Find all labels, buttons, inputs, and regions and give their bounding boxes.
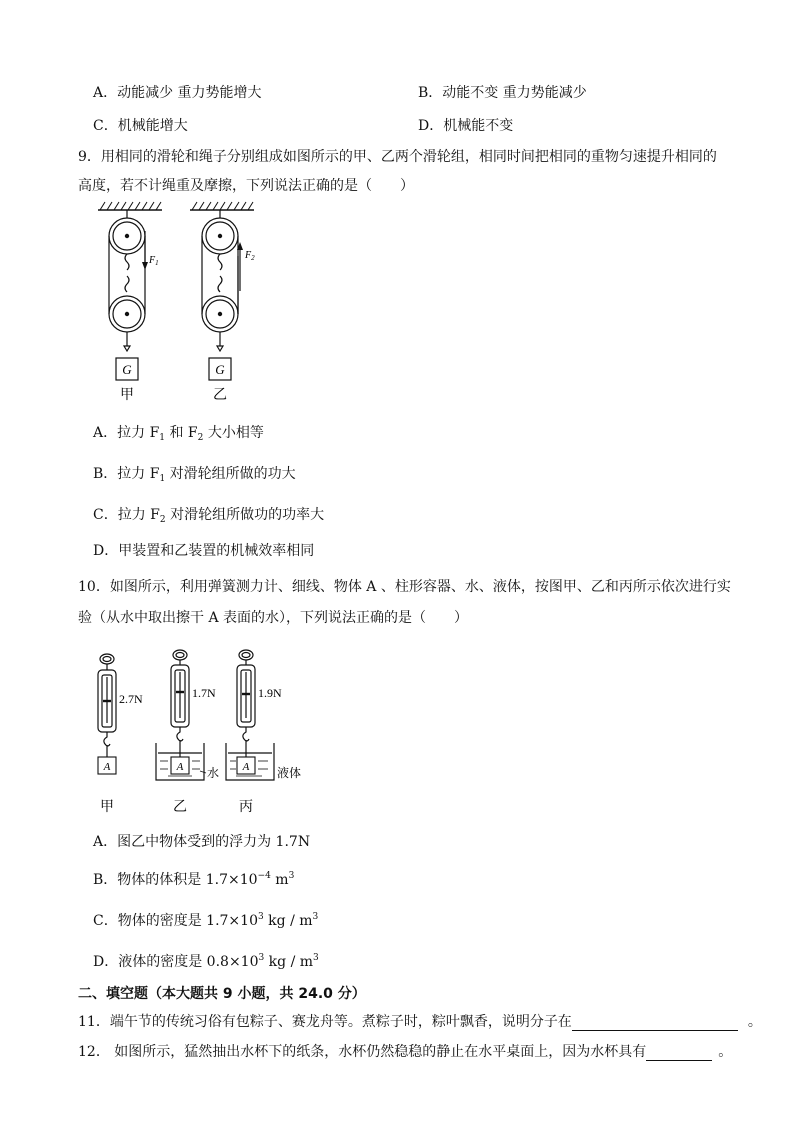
force2-label: $F_2$ [245,250,255,262]
reading-bing: 1.9N [258,686,282,700]
liquid-label: 液体 [277,766,302,780]
q8-option-c: C．机械能增大 [93,118,188,134]
q12-answer-blank[interactable] [646,1046,712,1061]
object-a-label-jia: A [103,761,111,773]
pulley-system-yi [202,210,238,351]
force1-arrowhead [142,262,148,270]
q10-stem-line1: 10．如图所示，利用弹簧测力计、细线、物体 A 、柱形容器、水、液体，按图甲、乙和丙所示依次进行实 [78,579,731,595]
q12: 12． 如图所示，猛然抽出水杯下的纸条，水杯仍然稳稳的静止在水平桌面上，因为水杯具有 。 [78,1044,733,1060]
q9-stem-line1: 9．用相同的滑轮和绳子分别组成如图所示的甲、乙两个滑轮组，相同时间把相同的重物匀速提升相同的 [78,149,717,165]
force1-label: $F_1$ [149,255,159,267]
section2-title: 二、填空题（本大题共 9 小题，共 24.0 分） [78,986,366,1002]
q10-option-c: C．物体的密度是 $1.7\times 10^3$ kg / $m^3$ [93,912,319,929]
q9-option-b: B．拉力 $F_1$ 对滑轮组所做的功大 [93,466,296,484]
q9-pulley-figure [90,196,270,406]
reading-jia: 2.7N [119,692,143,706]
reading-yi: 1.7N [192,686,216,700]
q10-option-b: B．物体的体积是 $1.7\times 10^{-4}$ $m^3$ [93,871,295,888]
weight-label-yi: G [215,362,225,377]
q11-answer-blank[interactable] [572,1016,738,1031]
q8-option-d: D．机械能不变 [418,118,514,134]
object-a-label-bing: A [242,761,250,773]
q8-option-a: A．动能减少 重力势能增大 [93,85,262,101]
q10-option-d: D．液体的密度是 $0.8\times 10^3$ kg / $m^3$ [93,953,319,970]
water-leader-line [200,771,206,773]
q10-option-a: A．图乙中物体受到的浮力为 1.7N [93,834,311,850]
q9-option-d: D．甲装置和乙装置的机械效率相同 [93,543,315,559]
q11: 11．端午节的传统习俗有包粽子、赛龙舟等。煮粽子时，粽叶飘香，说明分子在 。 [78,1014,762,1030]
q9-option-a: A．拉力 $F_1$ 和 $F_2$ 大小相等 [93,425,264,443]
weight-label-jia: G [122,362,132,377]
water-label: 水 [207,766,220,780]
ceiling-left [98,202,162,210]
q8-option-b: B．动能不变 重力势能减少 [418,85,587,101]
object-a-label-yi: A [176,761,184,773]
spring-scale-jia [98,654,116,757]
figure-label-jia: 甲 [120,388,134,403]
ceiling-right [190,202,254,210]
figure-label-yi: 乙 [213,388,227,403]
q9-stem-line2: 高度，若不计绳重及摩擦，下列说法正确的是（ ） [78,178,414,194]
pulley-system-jia [109,210,145,351]
q10-spring-scale-figure [90,645,330,820]
figure-label-yi: 乙 [173,800,187,815]
figure-label-jia: 甲 [100,800,114,815]
q10-stem-line2: 验（从水中取出擦干 A 表面的水），下列说法正确的是（ ） [78,610,469,626]
q9-option-c: C．拉力 $F_2$ 对滑轮组所做功的功率大 [93,507,325,525]
figure-label-bing: 丙 [239,800,253,815]
